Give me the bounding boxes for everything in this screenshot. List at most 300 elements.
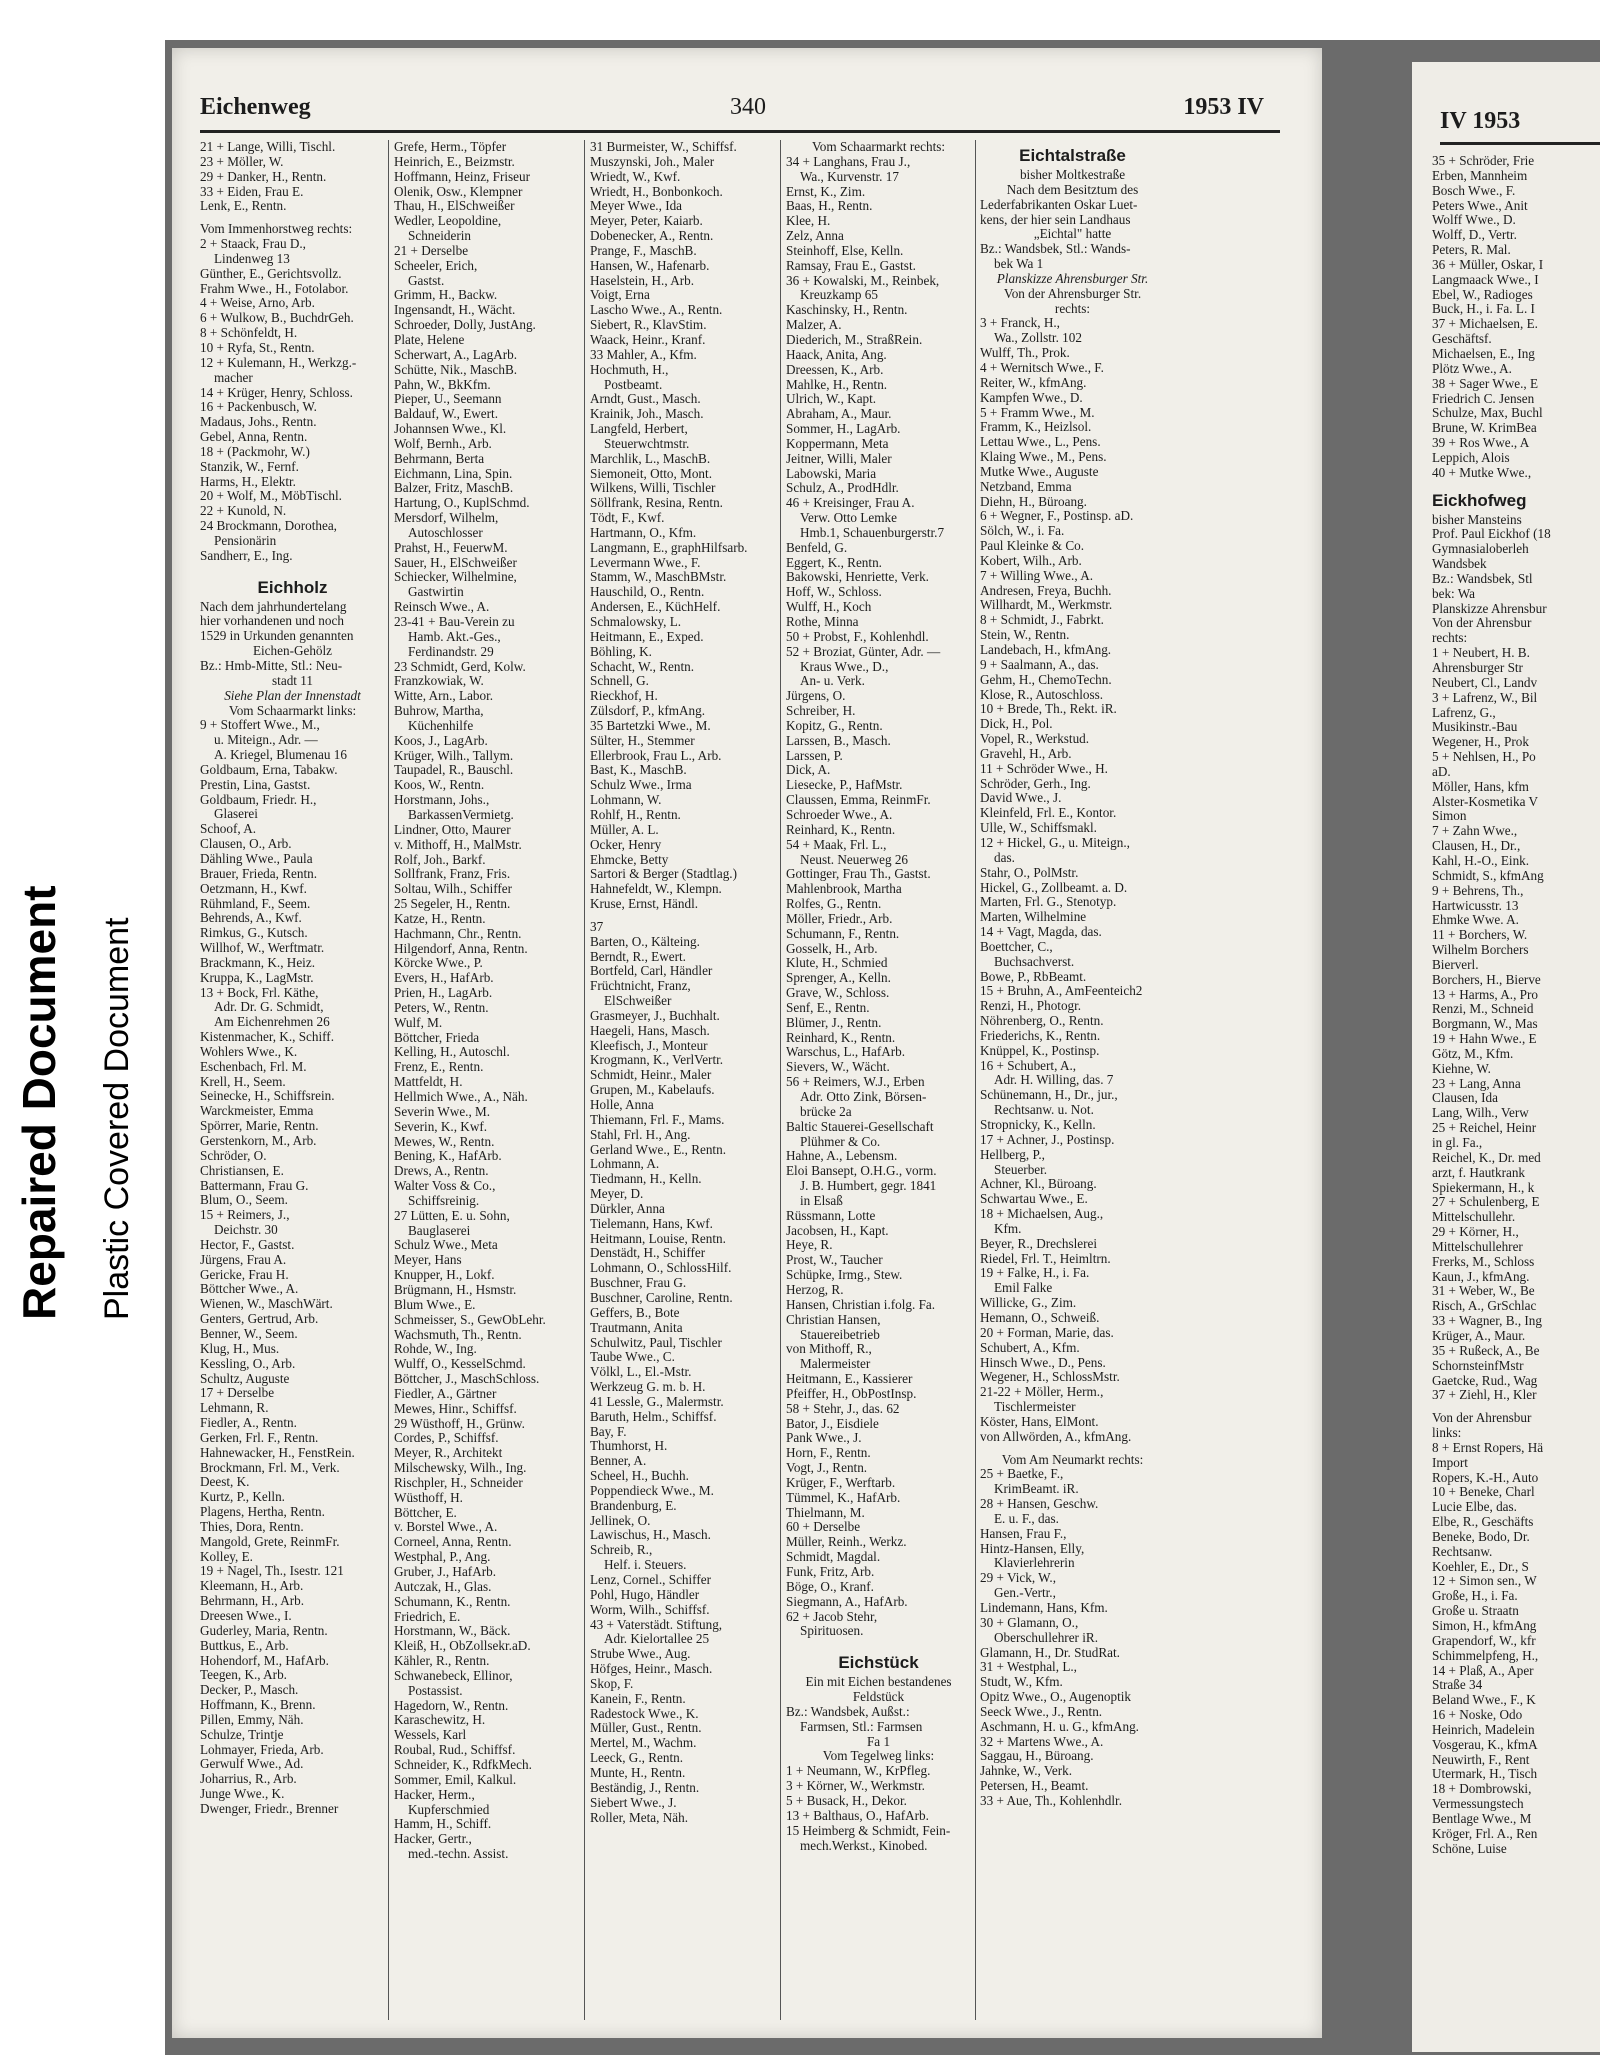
resident-entry: Prange, F., MaschB. bbox=[590, 243, 697, 258]
resident-entry: Clausen, H., Dr., bbox=[1432, 839, 1521, 854]
resident-entry: Krainik, Joh., Masch. bbox=[590, 407, 704, 422]
resident-entry: Ehmcke, Betty bbox=[590, 852, 669, 867]
resident-entry: 23 Schmidt, Gerd, Kolw. bbox=[394, 659, 526, 674]
resident-entry: 8 + Ernst Ropers, Hä bbox=[1432, 1440, 1544, 1455]
resident-entry: Langmann, E., graphHilfsarb. bbox=[590, 540, 748, 555]
entry-continuation: Adr. Kielortallee 25 bbox=[604, 1632, 710, 1647]
resident-entry: Harms, H., Elektr. bbox=[200, 474, 296, 489]
resident-entry: Jahnke, W., Verk. bbox=[980, 1764, 1073, 1779]
resident-entry: Hacker, Herm., bbox=[394, 1787, 475, 1802]
resident-entry: Mewes, W., Rentn. bbox=[394, 1134, 495, 1149]
entry-continuation: mech.Werkst., Kinobed. bbox=[800, 1838, 928, 1853]
resident-entry: 58 + Stehr, J., das. 62 bbox=[786, 1401, 900, 1416]
resident-entry: 28 + Hansen, Geschw. bbox=[980, 1497, 1099, 1512]
resident-entry: Böttcher, J., MaschSchloss. bbox=[394, 1372, 540, 1387]
entry-continuation: Farmsen, Stl.: Farmsen bbox=[800, 1719, 923, 1734]
resident-entry: Skop, F. bbox=[590, 1676, 634, 1691]
resident-entry: Gottinger, Frau Th., Gastst. bbox=[786, 867, 931, 882]
resident-entry: Schumann, F., Rentn. bbox=[786, 926, 900, 941]
entry-continuation: Steuerber. bbox=[994, 1162, 1048, 1177]
resident-entry: Böhling, K. bbox=[590, 644, 652, 659]
resident-entry: Madaus, Johs., Rentn. bbox=[200, 415, 317, 430]
resident-entry: Clausen, Ida bbox=[1432, 1091, 1498, 1106]
adjacent-page bbox=[1412, 62, 1600, 2052]
resident-entry: 5 + Nehlsen, H., Po bbox=[1432, 750, 1536, 765]
resident-entry: 3 + Franck, H., bbox=[980, 316, 1060, 331]
resident-entry: Katze, H., Rentn. bbox=[394, 911, 486, 926]
resident-entry: Dick, H., Pol. bbox=[980, 717, 1053, 732]
resident-entry: Eloi Bansept, O.H.G., vorm. bbox=[786, 1164, 937, 1179]
resident-entry: Böttcher, Frieda bbox=[394, 1030, 480, 1045]
resident-entry: Poppendieck Wwe., M. bbox=[590, 1483, 714, 1498]
resident-entry: Leppich, Alois bbox=[1432, 450, 1510, 465]
resident-entry: Spörrer, Marie, Rentn. bbox=[200, 1119, 319, 1134]
resident-entry: Knupper, H., Lokf. bbox=[394, 1268, 495, 1283]
resident-entry: Bator, J., Eisdiele bbox=[786, 1416, 879, 1431]
page-header bbox=[200, 94, 1300, 134]
resident-entry: Marchlik, L., MaschB. bbox=[590, 451, 711, 466]
resident-entry: Koos, J., LagArb. bbox=[394, 733, 488, 748]
resident-entry: 33 + Aue, Th., Kohlenhdlr. bbox=[980, 1793, 1122, 1808]
resident-entry: Schwartau Wwe., E. bbox=[980, 1192, 1088, 1207]
column-divider bbox=[975, 140, 976, 2020]
resident-entry: Import bbox=[1432, 1455, 1468, 1470]
resident-entry: Stein, W., Rentn. bbox=[980, 628, 1070, 643]
resident-entry: Severin, K., Kwf. bbox=[394, 1119, 488, 1134]
entry-continuation: bek Wa 1 bbox=[994, 257, 1044, 272]
resident-entry: Corneel, Anna, Rentn. bbox=[394, 1535, 512, 1550]
resident-entry: Kaun, J., kfmAng. bbox=[1432, 1269, 1530, 1284]
resident-entry: Fiedler, A., Rentn. bbox=[200, 1416, 297, 1431]
resident-entry: Knüppel, K., Postinsp. bbox=[980, 1043, 1100, 1058]
resident-entry: 21 + Lange, Willi, Tischl. bbox=[200, 140, 336, 154]
entry-continuation: med.-techn. Assist. bbox=[408, 1847, 509, 1862]
resident-entry: Hauschild, O., Rentn. bbox=[590, 585, 705, 600]
resident-entry: Brune, W. KrimBea bbox=[1432, 421, 1537, 436]
resident-entry: 35 + Rußeck, A., Be bbox=[1432, 1343, 1540, 1358]
resident-entry: Glamann, H., Dr. StudRat. bbox=[980, 1645, 1120, 1660]
resident-entry: Große u. Straatn bbox=[1432, 1604, 1519, 1619]
entry-continuation: Wa., Kurvenstr. 17 bbox=[800, 169, 899, 184]
resident-entry: Goldbaum, Friedr. H., bbox=[200, 792, 317, 807]
resident-entry: Boettcher, C., bbox=[980, 939, 1053, 954]
entry-continuation: Kraus Wwe., D., bbox=[800, 659, 889, 674]
resident-entry: Schütte, Nik., MaschB. bbox=[394, 362, 518, 377]
resident-entry: Schroeder, Dolly, JustAng. bbox=[394, 318, 536, 333]
resident-entry: bek: Wa bbox=[1432, 586, 1476, 601]
resident-entry: Kleemann, H., Arb. bbox=[200, 1579, 304, 1594]
resident-entry: Johannsen Wwe., Kl. bbox=[394, 422, 507, 437]
resident-entry: Willhardt, M., Werkmstr. bbox=[980, 598, 1113, 613]
resident-entry: Sommer, H., LagArb. bbox=[786, 422, 901, 437]
resident-entry: Prien, H., LagArb. bbox=[394, 986, 493, 1001]
resident-entry: Eschenbach, Frl. M. bbox=[200, 1059, 307, 1074]
section-note: stadt 11 bbox=[272, 673, 313, 688]
resident-entry: Opitz Wwe., O., Augenoptik bbox=[980, 1690, 1132, 1705]
resident-entry: Erben, Mannheim bbox=[1432, 168, 1528, 183]
resident-entry: Hagedorn, W., Rentn. bbox=[394, 1698, 509, 1713]
entry-continuation: Bauglaserei bbox=[408, 1223, 471, 1238]
resident-entry: Gehm, H., ChemoTechn. bbox=[980, 672, 1112, 687]
resident-entry: Nöhrenberg, O., Rentn. bbox=[980, 1014, 1104, 1029]
resident-entry: 9 + Saalmann, A., das. bbox=[980, 657, 1099, 672]
entry-continuation: BarkassenVermietg. bbox=[408, 807, 514, 822]
resident-entry: Hahnewacker, H., FenstRein. bbox=[200, 1445, 355, 1460]
resident-entry: Hector, F., Gastst. bbox=[200, 1237, 295, 1252]
section-note: Ein mit Eichen bestandenes bbox=[805, 1675, 952, 1690]
resident-entry: 4 + Wernitsch Wwe., F. bbox=[980, 360, 1104, 375]
resident-entry: Buck, H., i. Fa. L. I bbox=[1432, 302, 1535, 317]
resident-entry: Roller, Meta, Näh. bbox=[590, 1810, 688, 1825]
resident-entry: Stahr, O., PolMstr. bbox=[980, 865, 1079, 880]
resident-entry: Benner, W., Seem. bbox=[200, 1326, 298, 1341]
resident-entry: Tiedmann, H., Kelln. bbox=[590, 1172, 702, 1187]
resident-entry: 3 + Körner, W., Werkmstr. bbox=[786, 1779, 925, 1794]
column-1 bbox=[200, 140, 385, 2020]
resident-entry: Kähler, R., Rentn. bbox=[394, 1654, 490, 1669]
resident-entry: Steinhoff, Else, Kelln. bbox=[786, 243, 904, 258]
resident-entry: Sülter, H., Stemmer bbox=[590, 733, 695, 748]
resident-entry: Heinrich, E., Beizmstr. bbox=[394, 154, 515, 169]
resident-entry: 16 + Packenbusch, W. bbox=[200, 400, 317, 415]
resident-entry: Ocker, Henry bbox=[590, 837, 662, 852]
entry-continuation: Gastwirtin bbox=[408, 585, 464, 600]
directory-page bbox=[172, 48, 1322, 2038]
resident-entry: Stamm, W., MaschBMstr. bbox=[590, 570, 727, 585]
resident-entry: von Allwörden, A., kfmAng. bbox=[980, 1429, 1132, 1444]
resident-entry: Brauer, Frieda, Rentn. bbox=[200, 866, 318, 881]
resident-entry: 34 + Langhans, Frau J., bbox=[786, 154, 911, 169]
resident-entry: Stropnicky, K., Kelln. bbox=[980, 1118, 1096, 1132]
resident-entry: Lederfabrikanten Oskar Luet- bbox=[980, 197, 1138, 212]
resident-entry: Cordes, P., Schiffsf. bbox=[394, 1431, 499, 1446]
column-2 bbox=[394, 140, 579, 2020]
resident-entry: 8 + Schmidt, J., Fabrkt. bbox=[980, 613, 1104, 628]
resident-entry: 5 + Framm Wwe., M. bbox=[980, 405, 1095, 420]
resident-entry: Mewes, Hinr., Schiffsf. bbox=[394, 1401, 517, 1416]
resident-entry: Behrmann, H., Arb. bbox=[200, 1594, 305, 1609]
section-note: Vom Schaarmarkt rechts: bbox=[811, 140, 946, 154]
resident-entry: Alster-Kosmetika V bbox=[1432, 794, 1539, 809]
entry-continuation: Autoschlosser bbox=[408, 525, 483, 540]
resident-entry: Koehler, E., Dr., S bbox=[1432, 1559, 1529, 1574]
resident-entry: Wulff, Th., Prok. bbox=[980, 346, 1070, 361]
resident-entry: Jürgens, Frau A. bbox=[200, 1252, 287, 1267]
resident-entry: 17 + Achner, J., Postinsp. bbox=[980, 1132, 1115, 1147]
resident-entry: Völkl, L., El.-Mstr. bbox=[590, 1365, 692, 1380]
resident-entry: 46 + Kreisinger, Frau A. bbox=[786, 496, 915, 511]
resident-entry: Friederichs, K., Rentn. bbox=[980, 1028, 1101, 1043]
resident-entry: Lenk, E., Rentn. bbox=[200, 199, 287, 214]
resident-entry: Buhrow, Martha, bbox=[394, 704, 484, 719]
resident-entry: Munte, H., Rentn. bbox=[590, 1765, 686, 1780]
resident-entry: Wohlers Wwe., K. bbox=[200, 1044, 298, 1059]
entry-continuation: Neust. Neuerweg 26 bbox=[800, 852, 909, 867]
resident-entry: Christiansen, E. bbox=[200, 1163, 284, 1178]
resident-entry: Karaschewitz, H. bbox=[394, 1713, 486, 1728]
resident-entry: Bz.: Wandsbek, Stl bbox=[1432, 571, 1533, 586]
resident-entry: Kolley, E. bbox=[200, 1549, 253, 1564]
resident-entry: Schöne, Luise bbox=[1432, 1841, 1507, 1856]
resident-entry: Sommer, Emil, Kalkul. bbox=[394, 1772, 517, 1787]
resident-entry: Marten, Frl. G., Stenotyp. bbox=[980, 895, 1117, 910]
resident-entry: Guderley, Maria, Rentn. bbox=[200, 1623, 328, 1638]
resident-entry: 1 + Neubert, H. B. bbox=[1432, 646, 1530, 661]
resident-entry: 16 + Schubert, A., bbox=[980, 1058, 1077, 1073]
street-title: Eichstück bbox=[838, 1653, 919, 1673]
resident-entry: Schmidt, S., kfmAng bbox=[1432, 868, 1544, 883]
resident-entry: Marten, Wilhelmine bbox=[980, 910, 1087, 925]
resident-entry: Körcke Wwe., P. bbox=[394, 956, 483, 971]
resident-entry: Tielemann, Hans, Kwf. bbox=[590, 1216, 713, 1231]
resident-entry: 15 + Reimers, J., bbox=[200, 1208, 290, 1223]
resident-entry: 20 + Wolf, M., MöbTischl. bbox=[200, 489, 342, 504]
resident-entry: Ellerbrook, Frau L., Arb. bbox=[590, 748, 722, 763]
entry-continuation: Wa., Zollstr. 102 bbox=[994, 331, 1082, 346]
resident-entry: Klaing Wwe., M., Pens. bbox=[980, 450, 1107, 465]
resident-entry: Mangold, Grete, ReinmFr. bbox=[200, 1534, 340, 1549]
resident-entry: bisher Mansteins bbox=[1432, 512, 1522, 527]
resident-entry: Neubert, Cl., Landv bbox=[1432, 675, 1538, 690]
resident-entry: Kaschinsky, H., Rentn. bbox=[786, 303, 908, 318]
resident-entry: Sauer, H., ElSchweißer bbox=[394, 555, 517, 570]
resident-entry: Mittelschullehrer bbox=[1432, 1239, 1523, 1254]
resident-entry: Denstädt, H., Schiffer bbox=[590, 1246, 706, 1261]
resident-entry: Gerwulf Wwe., Ad. bbox=[200, 1757, 304, 1772]
resident-entry: 24 Brockmann, Dorothea, bbox=[200, 519, 337, 534]
entry-continuation: Rechtsanw. u. Not. bbox=[994, 1103, 1094, 1118]
resident-entry: 33 + Eiden, Frau E. bbox=[200, 184, 304, 199]
resident-entry: Seeck Wwe., J., Rentn. bbox=[980, 1704, 1103, 1719]
resident-entry: Frenz, E., Rentn. bbox=[394, 1060, 484, 1075]
resident-entry: Gerland Wwe., E., Rentn. bbox=[590, 1142, 726, 1157]
section-note: Vom Tegelweg links: bbox=[822, 1749, 935, 1764]
plastic-covered-label: Plastic Covered Document bbox=[98, 917, 136, 1320]
resident-entry: Netzband, Emma bbox=[980, 479, 1072, 494]
resident-entry: Bast, K., MaschB. bbox=[590, 763, 687, 778]
resident-entry: v. Borstel Wwe., A. bbox=[394, 1520, 498, 1535]
resident-entry: Sollfrank, Franz, Fris. bbox=[394, 867, 511, 882]
resident-entry: Wriedt, H., Bonbonkoch. bbox=[590, 184, 723, 199]
resident-entry: 11 + Borchers, W. bbox=[1432, 928, 1528, 943]
resident-entry: Höfges, Heinr., Masch. bbox=[590, 1662, 713, 1677]
resident-entry: Hoff, W., Schloss. bbox=[786, 585, 882, 600]
resident-entry: Große, H., i. Fa. bbox=[1432, 1589, 1518, 1604]
resident-entry: 19 + Nagel, Th., Isestr. 121 bbox=[200, 1564, 344, 1579]
resident-entry: Thau, H., ElSchweißer bbox=[394, 199, 515, 214]
resident-entry: Berndt, R., Ewert. bbox=[590, 949, 686, 964]
resident-entry: Von der Ahrensbur bbox=[1432, 616, 1532, 631]
entry-continuation: Kupferschmied bbox=[408, 1802, 490, 1817]
resident-entry: Sartori & Berger (Stadtlag.) bbox=[590, 867, 737, 882]
resident-entry: Dürkler, Anna bbox=[590, 1201, 665, 1216]
resident-entry: Rischpler, H., Schneider bbox=[394, 1475, 523, 1490]
entry-continuation: Schneiderin bbox=[408, 229, 471, 244]
resident-entry: Schacht, W., Rentn. bbox=[590, 659, 695, 674]
resident-entry: Gymnasialoberleh bbox=[1432, 542, 1529, 557]
resident-entry: Rieckhof, H. bbox=[590, 689, 658, 704]
entry-continuation: Gastst. bbox=[408, 273, 445, 288]
resident-entry: Baltic Stauerei-Gesellschaft bbox=[786, 1119, 934, 1134]
resident-entry: Schulz Wwe., Irma bbox=[590, 778, 692, 793]
resident-entry: 8 + Schönfeldt, H. bbox=[200, 326, 298, 341]
resident-entry: 7 + Zahn Wwe., bbox=[1432, 824, 1518, 839]
resident-entry: Wolff, D., Vertr. bbox=[1432, 228, 1517, 243]
entry-continuation: Postbeamt. bbox=[604, 377, 663, 392]
resident-entry: Spiekermann, H., k bbox=[1432, 1180, 1535, 1195]
resident-entry: Schneider, K., RdfkMech. bbox=[394, 1757, 532, 1772]
resident-entry: 6 + Wulkow, B., BuchdrGeh. bbox=[200, 311, 354, 326]
resident-entry: Krüger, F., Werftarb. bbox=[786, 1475, 896, 1490]
entry-continuation: Stauereibetrieb bbox=[800, 1327, 880, 1342]
column-3 bbox=[590, 140, 775, 2020]
resident-entry: 14 + Krüger, Henry, Schloss. bbox=[200, 385, 353, 400]
resident-entry: Buschner, Frau G. bbox=[590, 1276, 687, 1291]
resident-entry: arzt, f. Hautkrank bbox=[1432, 1165, 1526, 1180]
resident-entry: Taupadel, R., Bauschl. bbox=[394, 763, 514, 778]
entry-continuation: Spirituosen. bbox=[800, 1624, 864, 1639]
resident-entry: Schulze, Max, Buchl bbox=[1432, 406, 1543, 421]
resident-entry: 37 bbox=[590, 919, 604, 934]
resident-entry: Klute, H., Schmied bbox=[786, 956, 888, 971]
resident-entry: Prost, W., Taucher bbox=[786, 1253, 883, 1268]
resident-entry: Plagens, Hertha, Rentn. bbox=[200, 1505, 325, 1520]
resident-entry: Baas, H., Rentn. bbox=[786, 199, 873, 214]
resident-entry: Saggau, H., Büroang. bbox=[980, 1749, 1094, 1764]
resident-entry: Baruth, Helm., Schiffsf. bbox=[590, 1409, 717, 1424]
resident-entry: Hinsch Wwe., D., Pens. bbox=[980, 1355, 1106, 1370]
resident-entry: 21 + Derselbe bbox=[394, 243, 469, 258]
resident-entry: 27 Lütten, E. u. Sohn, bbox=[394, 1208, 510, 1223]
resident-entry: Reichel, K., Dr. med bbox=[1432, 1150, 1541, 1165]
resident-entry: 13 + Balthaus, O., HafArb. bbox=[786, 1808, 929, 1823]
resident-entry: 56 + Reimers, W.J., Erben bbox=[786, 1075, 925, 1090]
resident-entry: Friedrich C. Jensen bbox=[1432, 391, 1535, 406]
resident-entry: Wessels, Karl bbox=[394, 1728, 467, 1743]
side-label bbox=[0, 760, 160, 1360]
resident-entry: Horn, F., Rentn. bbox=[786, 1446, 871, 1461]
resident-entry: 13 + Harms, A., Pro bbox=[1432, 987, 1538, 1002]
resident-entry: Grimm, H., Backw. bbox=[394, 288, 498, 303]
resident-entry: Schmeisser, S., GewObLehr. bbox=[394, 1312, 546, 1327]
resident-entry: Wulff, O., KesselSchmd. bbox=[394, 1357, 526, 1372]
resident-entry: 18 + (Packmohr, W.) bbox=[200, 444, 310, 459]
resident-entry: Reinhard, K., Rentn. bbox=[786, 1030, 896, 1045]
section-note: Feldstück bbox=[852, 1690, 905, 1705]
resident-entry: Thielmann, M. bbox=[786, 1505, 865, 1520]
resident-entry: Lehmann, R. bbox=[200, 1401, 269, 1416]
resident-entry: 2 + Staack, Frau D., bbox=[200, 237, 306, 252]
entry-continuation: Am Eichenrehmen 26 bbox=[214, 1015, 330, 1030]
resident-entry: Grefe, Herm., Töpfer bbox=[394, 140, 507, 154]
adjacent-header-rule bbox=[1440, 142, 1600, 145]
resident-entry: Olenik, Osw., Klempner bbox=[394, 184, 523, 199]
resident-entry: Sandherr, E., Ing. bbox=[200, 548, 293, 563]
resident-entry: Sölch, W., i. Fa. bbox=[980, 524, 1065, 539]
resident-entry: Behrends, A., Kwf. bbox=[200, 911, 302, 926]
resident-entry: Hellmich Wwe., A., Näh. bbox=[394, 1090, 528, 1104]
resident-entry: Ernst, K., Zim. bbox=[786, 184, 866, 199]
resident-entry: Schmidt, Magdal. bbox=[786, 1550, 881, 1565]
resident-entry: Pohl, Hugo, Händler bbox=[590, 1587, 700, 1602]
resident-entry: Söllfrank, Resina, Rentn. bbox=[590, 496, 723, 511]
entry-continuation: Klavierlehrerin bbox=[994, 1556, 1075, 1571]
resident-entry: 4 + Weise, Arno, Arb. bbox=[200, 296, 315, 311]
resident-entry: 31 + Weber, W., Be bbox=[1432, 1284, 1535, 1299]
resident-entry: Schwanebeck, Ellinor, bbox=[394, 1668, 513, 1683]
resident-entry: Kröger, Frl. A., Ren bbox=[1432, 1826, 1538, 1841]
resident-entry: 16 + Noske, Odo bbox=[1432, 1708, 1523, 1723]
resident-entry: Hartwicusstr. 13 bbox=[1432, 898, 1519, 913]
resident-entry: Thumhorst, H. bbox=[590, 1439, 668, 1454]
resident-entry: Severin Wwe., M. bbox=[394, 1104, 491, 1119]
resident-entry: Zelz, Anna bbox=[786, 229, 844, 244]
resident-entry: Lafrenz, G., bbox=[1432, 705, 1496, 720]
resident-entry: 39 + Ros Wwe., A bbox=[1432, 436, 1530, 451]
resident-entry: Schumann, K., Rentn. bbox=[394, 1594, 511, 1609]
resident-entry: Meyer, D. bbox=[590, 1187, 644, 1202]
resident-entry: Kurtz, P., Kelln. bbox=[200, 1490, 285, 1505]
entry-continuation: Hmb.1, Schauenburgerstr.7 bbox=[800, 525, 945, 540]
resident-entry: Bowe, P., RbBeamt. bbox=[980, 969, 1087, 984]
resident-entry: Ulle, W., Schiffsmakl. bbox=[980, 821, 1097, 836]
resident-entry: Kleefisch, J., Monteur bbox=[590, 1038, 708, 1053]
resident-entry: Beland Wwe., F., K bbox=[1432, 1693, 1536, 1708]
resident-entry: Früchtnicht, Franz, bbox=[590, 979, 691, 994]
resident-entry: Schreiber, H. bbox=[786, 704, 856, 719]
resident-entry: Walter Voss & Co., bbox=[394, 1179, 496, 1194]
resident-entry: Kruppa, K., LagMstr. bbox=[200, 970, 314, 985]
resident-entry: Schimmelpfeng, H., bbox=[1432, 1648, 1539, 1663]
resident-entry: Koos, W., Rentn. bbox=[394, 778, 485, 793]
resident-entry: Müller, Reinh., Werkz. bbox=[786, 1535, 907, 1550]
resident-entry: Mattfeldt, H. bbox=[394, 1075, 463, 1090]
resident-entry: Bening, K., HafArb. bbox=[394, 1149, 502, 1164]
resident-entry: Westphal, P., Ang. bbox=[394, 1550, 491, 1565]
resident-entry: Musikinstr.-Bau bbox=[1432, 720, 1518, 735]
resident-entry: Meyer, R., Architekt bbox=[394, 1446, 503, 1461]
resident-entry: 60 + Derselbe bbox=[786, 1520, 861, 1535]
resident-entry: Aschmann, H. u. G., kfmAng. bbox=[980, 1719, 1139, 1734]
resident-entry: Bosch Wwe., F. bbox=[1432, 183, 1516, 198]
adjacent-column bbox=[1432, 154, 1600, 2034]
resident-entry: 14 + Vagt, Magda, das. bbox=[980, 925, 1102, 940]
resident-entry: Reinhard, K., Rentn. bbox=[786, 822, 896, 837]
resident-entry: Bortfeld, Carl, Händler bbox=[590, 964, 713, 979]
entry-continuation: Adr. Otto Zink, Börsen- bbox=[800, 1090, 927, 1104]
resident-entry: Benfeld, G. bbox=[786, 540, 848, 555]
entry-continuation: Adr. Dr. G. Schmidt, bbox=[214, 1000, 324, 1015]
resident-entry: 25 + Baetke, F., bbox=[980, 1467, 1064, 1482]
resident-entry: Genters, Gertrud, Arb. bbox=[200, 1312, 319, 1327]
resident-entry: Schüpke, Irmg., Stew. bbox=[786, 1268, 903, 1283]
resident-entry: Drews, A., Rentn. bbox=[394, 1164, 489, 1179]
resident-entry: Seinecke, H., Schiffsrein. bbox=[200, 1089, 335, 1104]
resident-entry: Brockmann, Frl. M., Verk. bbox=[200, 1460, 340, 1475]
resident-entry: Willicke, G., Zim. bbox=[980, 1296, 1077, 1311]
resident-entry: Rohlf, H., Rentn. bbox=[590, 807, 681, 822]
resident-entry: Hansen, Frau F., bbox=[980, 1526, 1067, 1541]
resident-entry: Geschäftsf. bbox=[1432, 332, 1492, 347]
entry-continuation: Postassist. bbox=[408, 1683, 463, 1698]
resident-entry: Wolff Wwe., D. bbox=[1432, 213, 1516, 228]
resident-entry: Wilkens, Willi, Tischler bbox=[590, 481, 716, 496]
resident-entry: 12 + Hickel, G., u. Miteign., bbox=[980, 835, 1130, 850]
resident-entry: 1 + Neumann, W., KrPfleg. bbox=[786, 1764, 931, 1779]
column-4 bbox=[786, 140, 971, 2020]
entry-continuation: KrimBeamt. iR. bbox=[994, 1482, 1079, 1497]
section-note: bisher Moltkestraße bbox=[1019, 168, 1126, 182]
